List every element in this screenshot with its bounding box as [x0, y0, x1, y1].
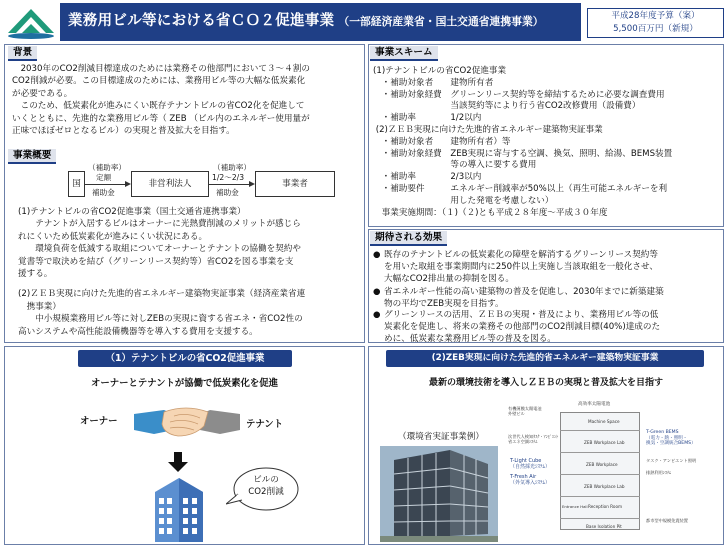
- overview-text: [18, 206, 363, 338]
- flow-label-ratio: 1/2～2/3: [212, 173, 245, 182]
- flow-label-subsidy-a: 補助金: [92, 188, 115, 197]
- section-label-solar: 高効率太陽電池: [578, 402, 611, 407]
- flow-operator-box: 事業者: [255, 171, 335, 197]
- section-label-task-light: タスク・アンビエント照明: [646, 458, 697, 463]
- scheme-line: (2)ＺＥＢ実現に向けた先進的省エネルギー建築物実証事業: [373, 124, 603, 135]
- section-floor: [560, 474, 640, 475]
- budget-line-1: 平成28年度予算（案）: [611, 11, 700, 21]
- scheme-line: 用した発電を考慮しない）: [373, 195, 554, 206]
- flow-country-box: 国: [68, 171, 85, 197]
- overview-line: (1)テナントビルの省CO2促進事業（国土交通省連携事業）: [18, 207, 246, 217]
- page-subtitle: （一部経済産業省・国土交通省連携事業）: [338, 14, 544, 28]
- flow-label-fixed: 定額: [96, 173, 112, 182]
- section-label-heat: 排熱利用ｼｽﾃﾑ: [646, 470, 672, 475]
- page-title: 業務用ビル等における省ＣＯ２促進事業: [68, 13, 335, 30]
- overview-line: 高いシステムや高性能設備機器等を導入する費用を支援する。: [18, 326, 258, 337]
- section-label-zeb-ws: ZEB Workplace: [586, 462, 618, 467]
- background-label: 背景: [8, 46, 37, 61]
- effect-text: グリーンリースの活用、ＺＥＢの実現・普及により、業務用ビル等の低 炭素化を促進し、将来の業務その他部門のCO2削減目標(40%)達成のた めに、低炭素な業務用ビル等の普及を図る。: [384, 310, 661, 345]
- section-floor: [560, 496, 640, 497]
- effect-item: [373, 286, 723, 310]
- section-label-reception: Reception Room: [588, 504, 623, 509]
- background-line: が必要である。: [12, 88, 73, 99]
- section-floor: [560, 430, 640, 431]
- scheme-line: 当該契約等により行う省CO2改修費用（設備費）: [373, 101, 641, 112]
- section-label-light-cube: T-Light Cube （自然採光ｼｽﾃﾑ）: [510, 458, 551, 470]
- section-label-ventilation: 次世代人検知ﾀｽｸ・ｱﾝﾋﾞｴﾝﾄ 省エネ空調ｼｽﾃﾑ: [508, 434, 559, 444]
- section-label-entrance: Entrance Hall: [562, 504, 588, 509]
- section-label-base: Base Isolation Pit: [586, 524, 622, 529]
- overview-line: (2)ＺＥＢ実現に向けた先進的省エネルギー建築物実証事業（経済産業省連: [18, 289, 306, 300]
- flow-arrow-2-line: [209, 184, 251, 185]
- ministry-logo: [4, 3, 58, 41]
- background-line: 正味でほぼゼロとなるビル）の実現と普及拡大を目指す。: [12, 126, 235, 137]
- section-label-machine: Machine Space: [588, 419, 620, 424]
- example-label: （環境省実証事業例）: [398, 432, 484, 442]
- scheme-line: ・補助対象経費 グリーンリース契約等を締結するために必要な調査費用: [373, 89, 665, 100]
- overview-label: 事業概要: [8, 149, 56, 164]
- section-label-rooftop: 有機薄膜太陽電池 外壁ビル: [508, 406, 542, 416]
- scheme-line: ・補助率 2/3以内: [373, 172, 482, 183]
- bottom-left-header: （1）テナントビルの省CO2促進事業: [78, 350, 292, 367]
- title-bar: [60, 3, 581, 41]
- bottom-right-header: (2)ZEB実現に向けた先進的省エネルギー建築物実証事業: [386, 350, 704, 367]
- owner-label: オーナー: [80, 416, 118, 427]
- overview-line: 環境負荷を低減する取組についてオーナーとテナントの協働を契約や: [18, 244, 301, 255]
- scheme-label: 事業スキーム: [370, 46, 438, 61]
- overview-line: 覚書等で取決めを結び（グリーンリース契約等）省CO2を図る事業を支: [18, 256, 294, 267]
- background-line: 2030年のCO2削減目標達成のためには業務その他部門において３～４割の: [12, 64, 310, 74]
- scheme-text: [373, 66, 723, 219]
- scheme-line: ・補助要件 エネルギー削減率が50%以上（再生可能エネルギーを利: [373, 183, 668, 194]
- bullet-icon: ●: [373, 287, 381, 297]
- flow-label-rate-a: （補助率）: [88, 163, 126, 172]
- background-text: [12, 63, 362, 137]
- bubble-line-1: ビルの: [253, 475, 279, 485]
- bubble-line-2: CO2削減: [248, 486, 284, 497]
- scheme-line: 事業実施期間：（１)（２)とも平成２８年度～平成３０年度: [373, 207, 608, 218]
- scheme-line: ・補助対象者 建物所有者）等: [373, 136, 511, 147]
- overview-line: 援する。: [18, 269, 53, 280]
- background-line: このため、低炭素化が進みにくい既存テナントビルの省CO2化を促進して: [12, 101, 305, 112]
- overview-line: テナントが入居するビルはオーナーに光熱費削減のメリットが感じら: [18, 219, 301, 230]
- section-label-isolation: 都市型中規模免震装置: [646, 518, 688, 523]
- flow-org-box: 非営利法人: [131, 171, 209, 197]
- bottom-right-caption: 最新の環境技術を導入しＺＥＢの実現と普及拡大を目指す: [428, 378, 663, 388]
- section-floor: [560, 452, 640, 453]
- bullet-icon: ●: [373, 250, 381, 260]
- section-label-zeb-lab-1: ZEB Workplace Lab: [584, 440, 625, 445]
- overview-line: れにくいため低炭素化が進みにくい状況にある。: [18, 231, 208, 242]
- overview-line: 中小規模業務用ビル等に対しZEBの実現に資する省エネ・省CO2性の: [18, 314, 303, 325]
- scheme-line: ・補助対象経費 ZEB実現に寄与する空調、換気、照明、給湯、BEMS装置: [373, 148, 673, 159]
- scheme-line: ・補助率 1/2以内: [373, 113, 482, 124]
- flow-label-subsidy-b: 補助金: [216, 188, 239, 197]
- effect-item: [373, 309, 723, 346]
- zeb-building-photo: [380, 446, 498, 542]
- zeb-section-diagram: [508, 400, 720, 540]
- bottom-left-caption: オーナーとテナントが協働で低炭素化を促進: [90, 378, 279, 389]
- effect-item: [373, 249, 723, 286]
- background-line: CO2削減が必要。この目標達成のためには、業務用ビル等の大幅な低炭素化: [12, 76, 306, 87]
- scheme-line: ・補助対象者 建物所有者: [373, 77, 494, 88]
- effects-label: 期待される効果: [370, 231, 447, 246]
- scheme-line: 等の導入に要する費用: [373, 160, 537, 171]
- scheme-line: (1)テナントビルの省CO2促進事業: [373, 66, 507, 76]
- section-label-tgreen: T-Green BEMS （電力・熱・照明・ 換気・空調統合BEMS）: [646, 430, 696, 447]
- bubble-text: [236, 475, 296, 498]
- overview-line: 携事業）: [18, 301, 61, 312]
- budget-line-2: 5,500百万円（新規）: [613, 24, 698, 34]
- tenant-label: テナント: [246, 419, 284, 430]
- flow-arrow-1-line: [85, 184, 127, 185]
- section-label-fresh-air: T-Fresh Air （外気導入ｼｽﾃﾑ）: [510, 474, 551, 486]
- budget-box: [587, 8, 724, 38]
- section-floor: [560, 518, 640, 519]
- section-label-zeb-lab-2: ZEB Workplace Lab: [584, 484, 625, 489]
- overview-line: [18, 280, 363, 288]
- bullet-icon: ●: [373, 310, 381, 320]
- office-building-icon: [151, 476, 207, 542]
- flow-label-rate-b: （補助率）: [213, 163, 251, 172]
- handshake-icon: [134, 400, 240, 448]
- down-arrow-icon: [168, 452, 188, 472]
- background-line: いくとともに、先進的な業務用ビル等（ ZEB （ビル内のエネルギー使用量が: [12, 113, 310, 124]
- effect-text: 既存のテナントビルの低炭素化の障壁を解消するグリーンリース契約等 を用いた取組を事業期間内に250件以上実施し当該取組を一般化させ、 大幅なCO2排出量の抑制を図る。: [384, 250, 658, 285]
- effect-text: 省エネルギー性能の高い建築物の普及を促進し、2030年までに新築建築 物の平均でZEB実現を目指す。: [384, 287, 664, 310]
